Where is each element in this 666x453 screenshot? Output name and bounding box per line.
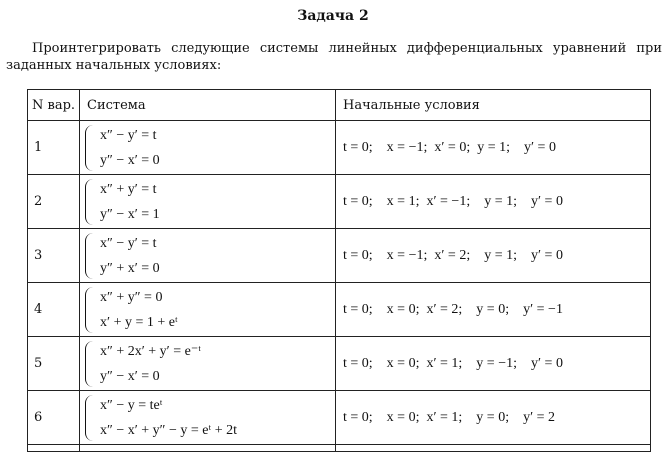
equation-1: x″ + y′ = t bbox=[100, 181, 157, 197]
equation-system bbox=[80, 175, 336, 229]
initial-conditions: t = 0; x = 0; x′ = 1; y = 0; y′ = 2 bbox=[336, 391, 651, 445]
header-system: Система bbox=[80, 90, 336, 121]
equation-2: y″ − x′ = 0 bbox=[100, 152, 160, 168]
equation-system bbox=[80, 283, 336, 337]
equation-2: y″ − x′ = 0 bbox=[100, 368, 160, 384]
variant-number: 1 bbox=[28, 121, 80, 175]
initial-conditions: t = 0; x = −1; x′ = 2; y = 1; y′ = 0 bbox=[336, 229, 651, 283]
equation-system bbox=[80, 121, 336, 175]
equation-2: x″ − x′ + y″ − y = eᵗ + 2t bbox=[100, 422, 237, 438]
table-row bbox=[28, 391, 651, 445]
table-row bbox=[28, 121, 651, 175]
equation-2: y″ − x′ = 1 bbox=[100, 206, 160, 222]
task-description: Проинтегрировать следующие системы линейных дифференциальных уравнений при заданных начальных условиях: bbox=[6, 41, 662, 73]
variant-number: 2 bbox=[28, 175, 80, 229]
equation-system bbox=[80, 391, 336, 445]
equation-2: x′ + y = 1 + eᵗ bbox=[100, 314, 178, 330]
initial-conditions: t = 0; x = 0; x′ = 2; y = 0; y′ = −1 bbox=[336, 283, 651, 337]
equation-1: x″ − y = teᵗ bbox=[100, 397, 163, 413]
header-initial-conditions: Начальные условия bbox=[336, 90, 651, 121]
variant-number: 4 bbox=[28, 283, 80, 337]
initial-conditions: t = 0; x = −1; x′ = 0; y = 1; y′ = 0 bbox=[336, 121, 651, 175]
left-brace-icon bbox=[85, 395, 93, 441]
equation-system bbox=[80, 337, 336, 391]
empty-cell bbox=[28, 445, 80, 452]
table-row-partial bbox=[28, 445, 651, 452]
variant-number: 5 bbox=[28, 337, 80, 391]
variant-number: 3 bbox=[28, 229, 80, 283]
table-row bbox=[28, 283, 651, 337]
equation-1: x″ + 2x′ + y′ = e⁻ᵗ bbox=[100, 343, 201, 359]
initial-conditions: t = 0; x = 0; x′ = 1; y = −1; y′ = 0 bbox=[336, 337, 651, 391]
equation-1: x″ + y″ = 0 bbox=[100, 289, 163, 305]
equation-system bbox=[80, 229, 336, 283]
task-title: Задача 2 bbox=[297, 8, 369, 24]
variant-number: 6 bbox=[28, 391, 80, 445]
left-brace-icon bbox=[85, 341, 93, 387]
header-variant-number: N вар. bbox=[28, 90, 80, 121]
left-brace-icon bbox=[85, 125, 93, 171]
table-row bbox=[28, 175, 651, 229]
left-brace-icon bbox=[85, 233, 93, 279]
equation-2: y″ + x′ = 0 bbox=[100, 260, 160, 276]
initial-conditions: t = 0; x = 1; x′ = −1; y = 1; y′ = 0 bbox=[336, 175, 651, 229]
empty-cell bbox=[336, 445, 651, 452]
systems-table bbox=[27, 89, 651, 452]
table-row bbox=[28, 337, 651, 391]
table-header-row bbox=[28, 90, 651, 121]
left-brace-icon bbox=[85, 287, 93, 333]
equation-1: x″ − y′ = t bbox=[100, 235, 157, 251]
left-brace-icon bbox=[85, 179, 93, 225]
empty-cell bbox=[80, 445, 336, 452]
table-row bbox=[28, 229, 651, 283]
equation-1: x″ − y′ = t bbox=[100, 127, 157, 143]
